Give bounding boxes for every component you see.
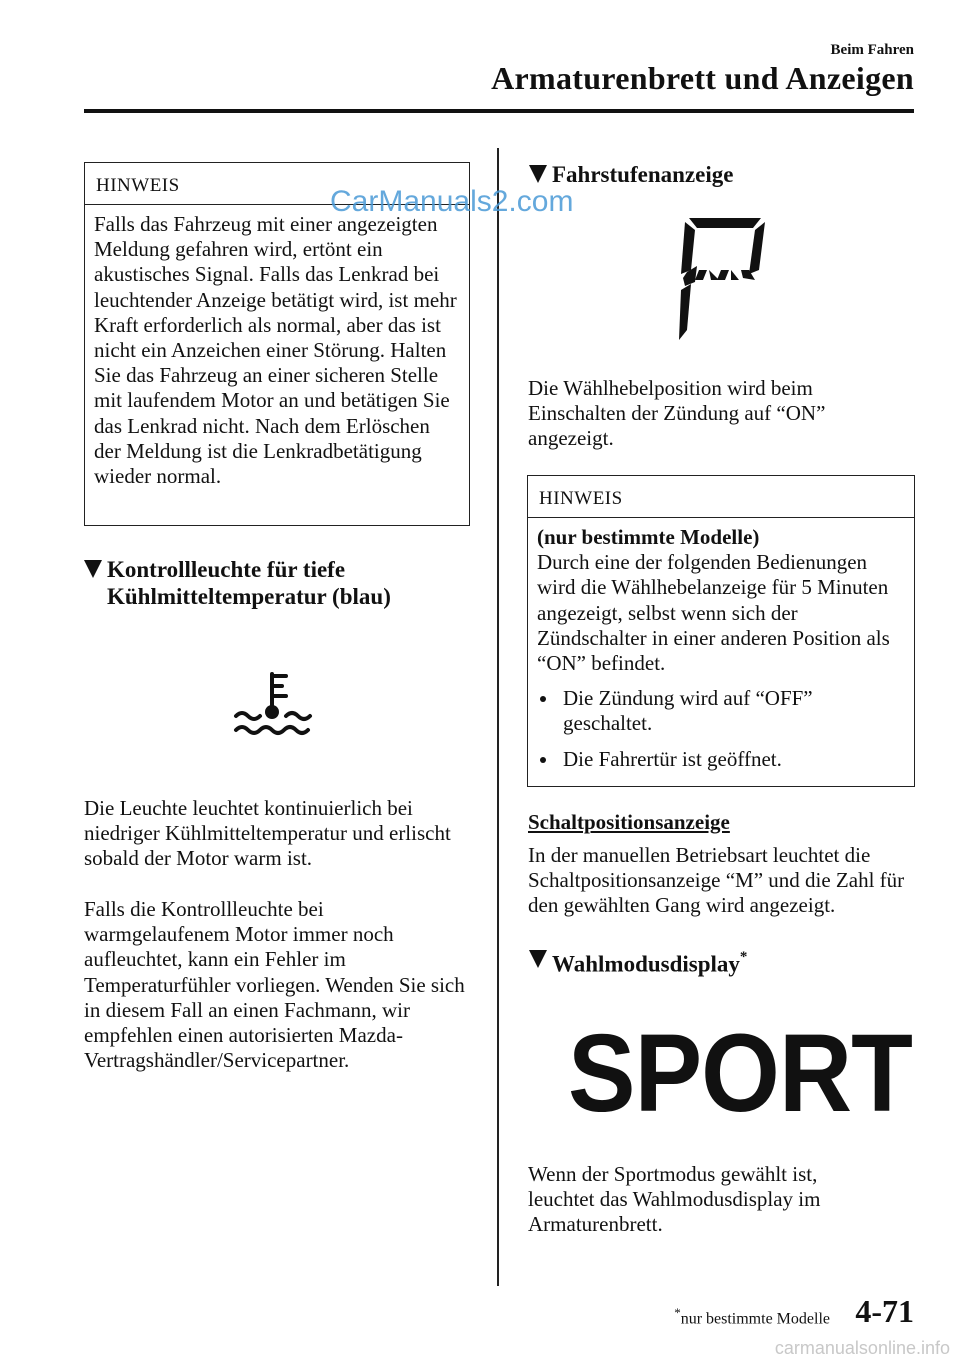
footer-note-text: nur bestimmte Modelle	[680, 1310, 830, 1328]
left-note-label: HINWEIS	[85, 163, 469, 205]
gear-indicator-heading-text: Fahrstufenanzeige	[552, 162, 734, 187]
right-note-box	[527, 475, 915, 787]
mode-display-heading-text: Wahlmodusdisplay	[552, 951, 740, 977]
right-note-subtitle: (nur bestimmte Modelle)	[537, 525, 760, 549]
sport-display-icon: SPORT	[568, 1012, 913, 1135]
left-note-text: Falls das Fahrzeug mit einer angezeigten Meldung gefahren wird, ertönt ein akustisches Signal. Falls das Lenkrad bei leuchtender Anzeige betätigt wird, ist mehr Kraft erforderlich als normal, aber das ist nicht ein Anzeichen einer Störung. Halten Sie das Fahrzeug an einer sicheren Stelle mit laufendem Motor an und betätigen Sie das Lenkrad nicht. Nach dem Erlöschen der Meldung ist die Lenkradbetätigung wieder normal.	[94, 212, 457, 489]
section-label: Beim Fahren	[830, 42, 914, 58]
bullet-dot-icon	[540, 757, 546, 763]
footer-note	[674, 1305, 830, 1328]
right-note-text: Durch eine der folgenden Bedienungen wird die Wählhebelanzeige für 5 Minuten angezeigt, selbst wenn sich der Zündschalter in einer anderen Position als “ON” befindet.	[537, 550, 890, 676]
triangle-bullet-icon	[84, 560, 102, 578]
triangle-bullet-icon	[529, 165, 547, 183]
list-item-text: Die Zündung wird auf “OFF” geschaltet.	[563, 686, 813, 736]
park-p-icon	[675, 212, 775, 348]
mode-display-heading	[529, 946, 909, 978]
triangle-bullet-icon	[529, 950, 547, 968]
asterisk-mark: *	[739, 949, 748, 965]
list-item	[537, 686, 904, 736]
column-divider	[497, 148, 499, 1286]
footer-asterisk: *	[674, 1305, 681, 1320]
shift-position-paragraph: In der manuellen Betriebsart leuchtet die Schaltpositionsanzeige “M” und die Zahl für den gewählten Gang wird angezeigt.	[528, 843, 905, 918]
shift-position-subheading: Schaltpositionsanzeige	[528, 810, 730, 834]
gear-paragraph: Die Wählhebelposition wird beim Einschalten der Zündung auf “ON” angezeigt.	[528, 376, 826, 451]
right-note-label: HINWEIS	[528, 476, 914, 518]
page-title: Armaturenbrett und Anzeigen	[491, 60, 914, 96]
right-note-body	[528, 518, 914, 772]
bullet-dot-icon	[540, 696, 546, 702]
coolant-paragraph-2: Falls die Kontrollleuchte bei warmgelaufenem Motor immer noch aufleuchtet, kann ein Fehler im Temperaturfühler vorliegen. Wenden Sie sich in diesem Fall an einen Fachmann, wir empfehlen einen autorisierten Mazda-Vertragshändler/Servicepartner.	[84, 897, 465, 1073]
mode-display-paragraph: Wenn der Sportmodus gewählt ist, leuchtet das Wahlmodusdisplay im Armaturenbrett.	[528, 1162, 821, 1237]
coolant-paragraph-1: Die Leuchte leuchtet kontinuierlich bei niedriger Kühlmitteltemperatur und erlischt sobald der Motor warm ist.	[84, 796, 451, 871]
list-item-text: Die Fahrertür ist geöffnet.	[563, 746, 782, 771]
coolant-heading	[84, 556, 484, 610]
header-rule	[84, 109, 914, 113]
bottom-watermark: carmanualsonline.info	[774, 1338, 950, 1358]
gear-indicator-heading	[529, 161, 909, 188]
watermark: CarManuals2.com	[330, 185, 574, 218]
coolant-heading-line1: Kontrollleuchte für tiefe	[107, 557, 346, 582]
coolant-heading-line2: Kühlmitteltemperatur (blau)	[107, 584, 391, 609]
page-number: 4-71	[855, 1293, 914, 1329]
coolant-temperature-icon	[232, 668, 314, 738]
list-item	[537, 747, 904, 772]
